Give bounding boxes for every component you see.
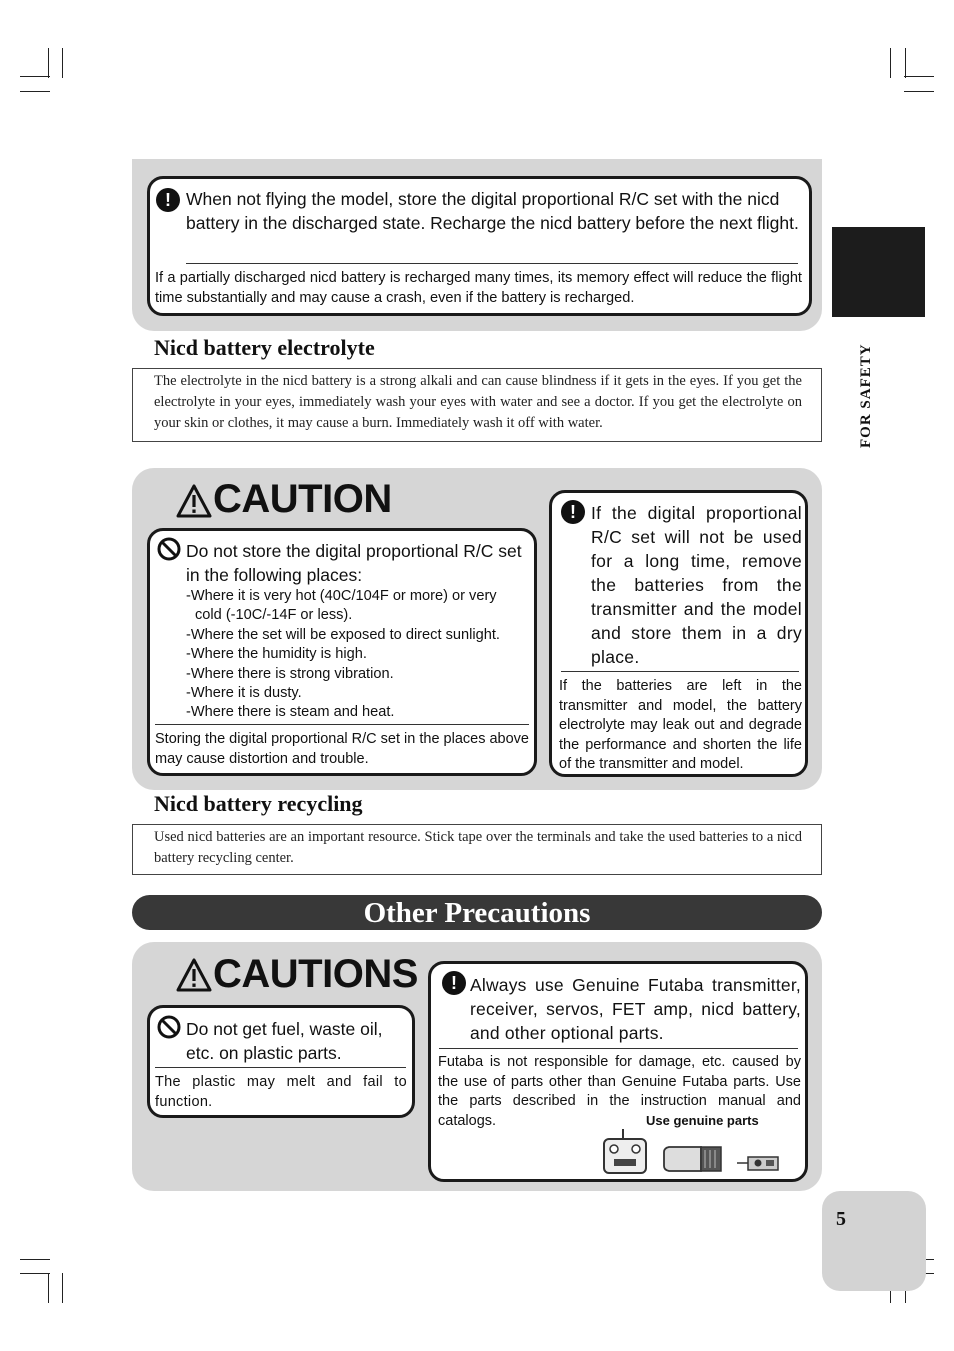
genuine-parts-box — [428, 961, 808, 1182]
exclamation-icon: ! — [442, 971, 466, 995]
divider — [155, 1067, 406, 1068]
storage-warning-lead: When not flying the model, store the digital proportional R/C set with the nicd battery in the discharged state. Recharge the nicd battery before the next flight. — [186, 189, 799, 233]
other-precautions-title: Other Precautions — [363, 897, 591, 929]
storage-warning-detail: If a partially discharged nicd battery is recharged many times, its memory effect will reduce the flight time substantially and may cause a crash, even if the battery is recharged. — [155, 270, 802, 306]
list-item: -Where there is steam and heat. — [186, 704, 395, 721]
electrolyte-heading: Nicd battery electrolyte — [154, 335, 375, 360]
page-number: 5 — [836, 1208, 846, 1230]
plastic-parts-detail: The plastic may melt and fail to function. — [155, 1074, 407, 1110]
plastic-parts-box — [147, 1005, 415, 1118]
list-item: -Where the set will be exposed to direct sunlight. — [186, 626, 500, 643]
storage-places-lead: Do not store the digital proportional R/C set in the following places: — [186, 541, 522, 585]
list-item: -Where it is dusty. — [186, 685, 302, 702]
recycling-text: Used nicd batteries are an important resource. Stick tape over the terminals and take the used batteries to a nicd battery recycling center. — [154, 829, 802, 866]
crop-mark — [48, 1273, 49, 1303]
crop-mark — [905, 48, 906, 78]
crop-mark — [20, 76, 50, 77]
recycling-heading: Nicd battery recycling — [154, 791, 363, 816]
genuine-parts-detail: Futaba is not responsible for damage, etc. caused by the use of parts other than Genuine Futaba parts. Use the parts described in the instruction manual and catalogs. — [438, 1054, 801, 1129]
warning-triangle-icon — [176, 484, 212, 518]
section-label: FOR SAFETY — [858, 343, 874, 448]
receiver-illustration — [661, 1144, 723, 1174]
crop-mark — [890, 48, 891, 78]
genuine-parts-caption: Use genuine parts — [646, 1113, 759, 1128]
crop-mark — [20, 1273, 50, 1274]
genuine-parts-lead: Always use Genuine Futaba transmitter, receiver, servos, FET amp, nicd battery, and other optional parts. — [470, 975, 801, 1043]
cautions-title: CAUTIONS — [213, 952, 418, 996]
crop-mark — [62, 1273, 63, 1303]
transmitter-illustration — [601, 1127, 651, 1177]
long-storage-lead: If the digital proportional R/C set will not be used for a long time, remove the batteries from the transmitter and the model and store them in a dry place. — [591, 503, 802, 667]
caution-title: CAUTION — [213, 477, 392, 521]
servo-illustration — [736, 1153, 784, 1173]
divider — [439, 1048, 798, 1049]
section-tab-block — [832, 227, 925, 317]
list-item: -Where there is strong vibration. — [186, 665, 394, 682]
storage-places-list — [186, 587, 536, 723]
list-item: cold (-10C/-14F or less). — [195, 607, 353, 624]
exclamation-icon: ! — [156, 188, 180, 212]
plastic-parts-lead: Do not get fuel, waste oil, etc. on plastic parts. — [186, 1019, 383, 1063]
warning-triangle-icon — [176, 958, 212, 992]
crop-mark — [20, 91, 50, 92]
page-number-tab — [822, 1191, 926, 1291]
storage-warning-box — [147, 176, 812, 316]
list-item: -Where the humidity is high. — [186, 646, 367, 663]
exclamation-icon: ! — [561, 500, 585, 524]
storage-places-box — [147, 528, 537, 776]
list-item: -Where it is very hot (40C/104F or more) or very — [186, 588, 497, 604]
divider — [186, 263, 798, 264]
long-storage-detail: If the batteries are left in the transmitter and model, the battery electrolyte may leak out and degrade the performance and shorten the life of the transmitter and model. — [559, 678, 802, 772]
crop-mark — [904, 76, 934, 77]
prohibited-icon — [157, 1015, 181, 1039]
long-storage-box — [549, 490, 808, 777]
storage-places-detail: Storing the digital proportional R/C set in the places above may cause distortion and trouble. — [155, 731, 529, 767]
crop-mark — [48, 48, 49, 78]
crop-mark — [62, 48, 63, 78]
crop-mark — [904, 91, 934, 92]
crop-mark — [20, 1259, 50, 1260]
electrolyte-text: The electrolyte in the nicd battery is a strong alkali and can cause blindness if it gets in the eyes. If you get the electrolyte in your eyes, immediately wash your eyes with water and see a doctor. If you get the electrolyte on your skin or clothes, it may cause a burn. Immediately wash it off with water. — [154, 373, 802, 431]
prohibited-icon — [157, 537, 181, 561]
divider — [155, 724, 529, 725]
divider — [561, 671, 799, 672]
